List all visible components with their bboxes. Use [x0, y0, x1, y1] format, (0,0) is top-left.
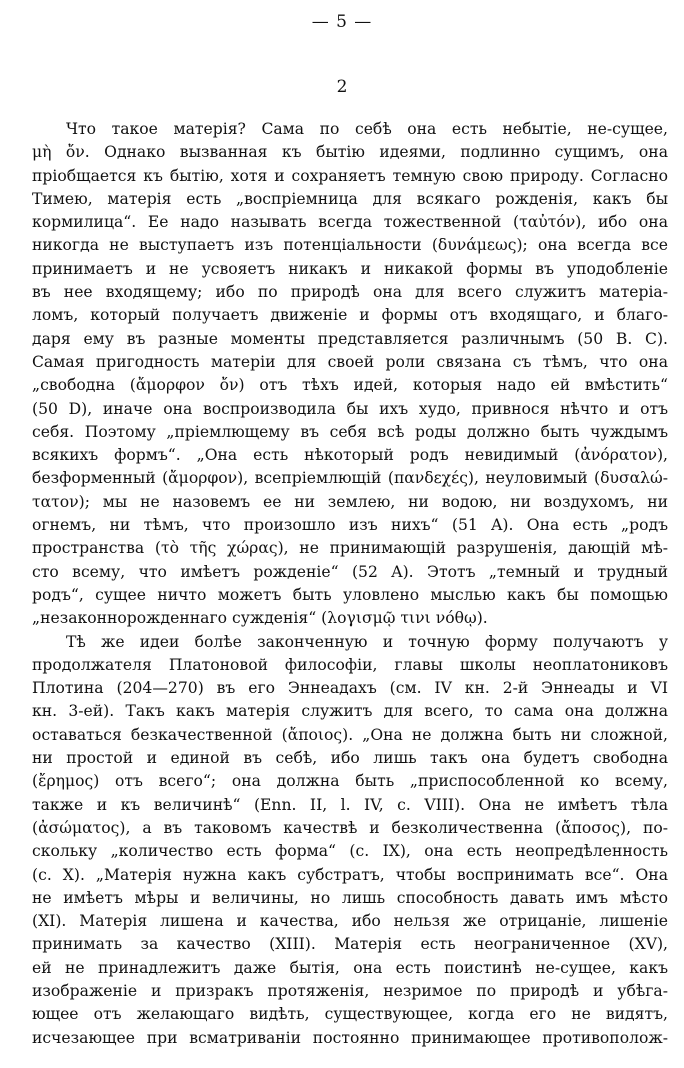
text-line: въ нее входящему; ибо по природѣ она для всего служитъ матеріа- — [32, 283, 668, 302]
text-line: (c. X). „Матерія нужна какъ субстратъ, чтобы воспринимать все“. Она — [32, 865, 668, 884]
text-line: даря ему въ разные моменты представляется различнымъ (50 B. C). — [32, 329, 668, 348]
text-line: родъ“, сущее ничто можетъ быть уловлено мыслью какъ бы помощью — [32, 585, 668, 604]
text-line: Тѣ же идеи болѣе законченную и точную форму получаютъ у — [66, 632, 668, 651]
text-line: огнемъ, ни тѣмъ, что произошло изъ нихъ“ (51 A). Она есть „родъ — [32, 516, 668, 535]
section-number: 2 — [336, 77, 348, 97]
text-line: ломъ, который получаетъ движеніе и формы отъ входящаго, и благо- — [32, 306, 668, 325]
text-line: (ἔρημος) отъ всего“; она должна быть „приспособленной ко всему, — [32, 772, 668, 791]
page-number: — 5 — — [311, 12, 373, 32]
text-line: ни простой и единой въ себѣ, ибо лишь такъ она будетъ свободна — [32, 749, 668, 768]
body-text — [32, 118, 668, 1050]
text-line: продолжателя Платоновой философіи, главы школы неоплатониковъ — [32, 655, 668, 674]
text-line: (50 D), иначе она воспроизводила бы ихъ худо, привнося нѣчто и отъ — [32, 399, 668, 418]
text-line: не имѣетъ мѣры и величины, но лишь способность давать имъ мѣсто — [32, 888, 668, 907]
text-line: (XI). Матерія лишена и качества, ибо нельзя же отрицаніе, лишеніе — [32, 912, 668, 931]
text-line: (ἀσώματος), а въ таковомъ качествѣ и безколичественна (ἄποσος), по- — [32, 818, 668, 837]
text-line: Что такое матерія? Сама по себѣ она есть небытіе, не-сущее, — [66, 120, 668, 138]
text-line: сто всему, что имѣетъ рожденіе“ (52 A). Этотъ „темный и трудный — [32, 562, 668, 581]
text-line: ей не принадлежитъ даже бытія, она есть поистинѣ не-сущее, какъ — [32, 958, 668, 977]
text-line: себя. Поэтому „пріемлющему въ себя всѣ роды должно быть чуждымъ — [32, 422, 668, 441]
text-line: Тимею, матерія есть „воспріемница для всякаго рожденія, какъ бы — [32, 189, 668, 208]
text-line: пространства (τὸ τῆς χώρας), не принимающій разрушенія, дающій мѣ- — [32, 539, 668, 558]
text-line: безформенный (ἄμορφον), всепріемлющій (πανδεχές), неуловимый (δυσαλώ- — [32, 469, 668, 488]
text-line: также и къ величинѣ“ (Enn. II, l. IV, c. VIII). Она не имѣетъ тѣла — [32, 795, 668, 814]
text-line: принимаетъ и не усвояетъ никакъ и никакой формы въ уподобленіе — [32, 259, 668, 278]
text-line: пріобщается къ бытію, хотя и сохраняетъ темную свою природу. Согласно — [32, 166, 668, 185]
text-line: Самая пригодность матеріи для своей роли связана съ тѣмъ, что она — [32, 352, 668, 371]
text-line: исчезающее при всматриваніи постоянно принимающее противополож- — [32, 1028, 668, 1047]
text-line: изображеніе и призракъ протяженія, незримое по природѣ и убѣга- — [32, 981, 668, 1000]
text-line: никогда не выступаетъ изъ потенціальности (δυνάμεως); она всегда все — [32, 236, 668, 255]
text-line: всякихъ формъ“. „Она есть нѣкоторый родъ невидимый (ἀνόρατον), — [32, 446, 668, 465]
text-line: „незаконнорожденнаго сужденія“ (λογισμῷ τινι νόθῳ). — [32, 609, 488, 628]
text-line: скольку „количество есть форма“ (c. IX), она есть неопредѣленность — [32, 842, 668, 861]
text-line: μὴ ὄν. Однако вызванная къ бытію идеями, подлинно сущимъ, она — [32, 143, 668, 162]
text-line: кормилица“. Ее надо называть всегда тожественной (ταὐτόν), ибо она — [32, 213, 668, 232]
text-line: кн. 3-ей). Такъ какъ матерія служитъ для всего, то сама она должна — [32, 702, 668, 721]
text-line: „свободна (ἄμορφον ὄν) отъ тѣхъ идей, которыя надо ей вмѣстить“ — [32, 376, 668, 395]
text-line: оставаться безкачественной (ἄποιος). „Она не должна быть ни сложной, — [32, 725, 668, 744]
text-line: принимать за качество (XIII). Матерія есть неограниченное (XV), — [32, 935, 668, 954]
text-line: ющее отъ желающаго видѣть, существующее, когда его не видятъ, — [32, 1005, 668, 1024]
text-line: τατον); мы не назовемъ ее ни землею, ни водою, ни воздухомъ, ни — [32, 492, 668, 511]
text-line: Плотина (204—270) въ его Эннеадахъ (см. IV кн. 2-й Эннеады и VI — [32, 679, 668, 698]
